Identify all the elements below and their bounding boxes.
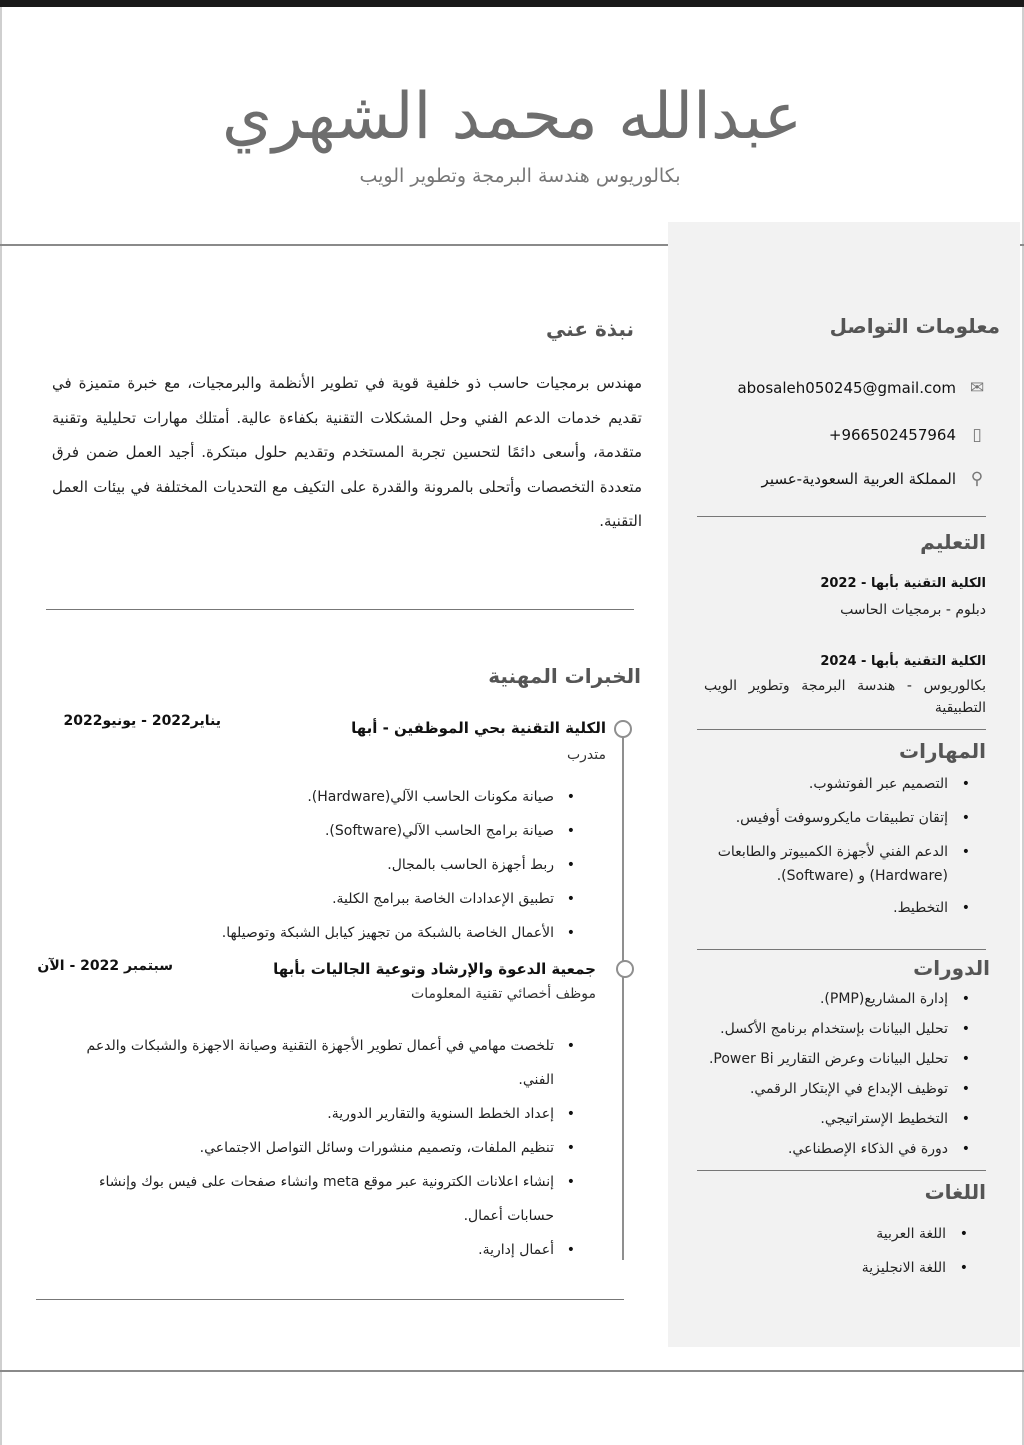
skill-item: • التخطيط. [678,898,978,918]
about-text: مهندس برمجيات حاسب ذو خلفية قوية في تطوير الأنظمة والبرمجيات، مع خبرة متميزة في تقديم خدمات الدعم الفني وحل المشكلات التقنية بكفاءة عالية. أمتلك مهارات تحليلية وتقنية متقدمة، وأسعى دائمًا لتحسين تجربة المستخدم وتقديم حلول مبتكرة. أجيد العمل ضمن فرق متعددة التخصصات وأتحلى بالمرونة والقدرة على التكيف مع التحديات المختلفة في بيئات العمل التقنية. [52,374,642,530]
education-degree: بكالوريوس - هندسة البرمجة وتطوير الويب التطبيقية [704,678,986,716]
course-item: • تحليل البيانات وعرض التقارير Power Bi. [673,1049,978,1069]
contact-phone[interactable]: +966502457964 [828,426,956,444]
languages-heading: اللغات [924,1180,986,1204]
about-heading: نبذة عني [545,317,634,341]
languages-list [776,1224,976,1278]
job-task-item: • إنشاء اعلانات الكترونية عبر موقع meta وانشاء صفحات على فيس بوك وإنشاء حسابات أعمال. [74,1165,584,1233]
timeline-marker [614,720,632,738]
sidebar-divider [697,1170,986,1171]
experience-timeline [622,730,624,1260]
job-task-item: • تنظيم الملفات، وتصميم منشورات وسائل التواصل الاجتماعي. [74,1131,584,1165]
sidebar-divider [697,516,986,517]
job-tasks-list [74,1029,584,1267]
course-item: • دورة في الذكاء الإصطناعي. [673,1139,978,1159]
job-task-item: • أعمال إدارية. [74,1233,584,1267]
job-task-item: • صيانة مكونات الحاسب الآلي(Hardware). [114,780,584,814]
candidate-name: عبدالله محمد الشهري [221,80,803,154]
experience-heading: الخبرات المهنية [488,664,641,688]
contact-email-row[interactable] [700,376,990,400]
contact-email[interactable]: abosaleh050245@gmail.com [737,379,956,397]
candidate-subtitle: بكالوريوس هندسة البرمجة وتطوير الويب [359,165,681,187]
contact-heading: معلومات التواصل [829,314,1000,338]
job-task-item: • تطبيق الإعدادات الخاصة ببرامج الكلية. [114,882,584,916]
courses-list [673,989,978,1159]
course-item: • توظيف الإبداع في الإبتكار الرقمي. [673,1079,978,1099]
job-task-item: • تلخصت مهامي في أعمال تطوير الأجهزة التقنية وصيانة الاجهزة والشبكات والدعم الفني. [74,1029,584,1097]
education-degree: دبلوم - برمجيات الحاسب [840,602,986,618]
language-item: • اللغة العربية [776,1224,976,1244]
phone-icon: ▯ [972,425,982,445]
contact-location-row [700,467,990,491]
about-divider [46,609,634,610]
footer-divider [0,1370,1024,1372]
job-tasks-list [114,780,584,950]
job-role: موظف أخصائي تقنية المعلومات [411,986,596,1002]
top-border-bar [0,0,1024,7]
job-task-item: • إعداد الخطط السنوية والتقارير الدورية. [74,1097,584,1131]
education-institution: الكلية التقنية بأبها - 2024 [820,654,986,669]
courses-heading: الدورات [913,956,990,980]
job-task-item: • ربط أجهزة الحاسب بالمجال. [114,848,584,882]
location-pin-icon: ⚲ [970,469,984,489]
left-page-border [0,7,2,1445]
contact-location: المملكة العربية السعودية-عسير [761,470,956,488]
skill-item: • إتقان تطبيقات مايكروسوفت أوفيس. [678,808,978,828]
skill-item: • الدعم الفني لأجهزة الكمبيوتر والطابعات (Hardware) و (Software). [678,840,978,888]
job-role: متدرب [566,747,606,763]
job-task-item: • صيانة برامج الحاسب الآلي(Software). [114,814,584,848]
education-heading: التعليم [920,530,986,554]
course-item: • إدارة المشاريع(PMP). [673,989,978,1009]
sidebar-divider [697,729,986,730]
course-item: • تحليل البيانات بإستخدام برنامج الأكسل. [673,1019,978,1039]
job-date: يناير2022 - يونيو2022 [63,713,221,729]
job-title: جمعية الدعوة والإرشاد وتوعية الجاليات بأبها [273,960,596,978]
timeline-marker [616,960,634,978]
skills-list [678,774,978,918]
job-date: سبتمبر 2022 - الآن [37,958,173,974]
skill-item: • التصميم عبر الفوتشوب. [678,774,978,794]
language-item: • اللغة الانجليزية [776,1258,976,1278]
course-item: • التخطيط الإستراتيجي. [673,1109,978,1129]
contact-phone-row[interactable] [700,423,990,447]
sidebar-divider [697,949,986,950]
experience-divider [36,1299,624,1300]
skills-heading: المهارات [899,739,986,763]
job-task-item: • الأعمال الخاصة بالشبكة من تجهيز كيابل الشبكة وتوصيلها. [114,916,584,950]
education-institution: الكلية التقنية بأبها - 2022 [820,576,986,591]
job-title: الكلية التقنية بحي الموظفين - أبها [351,719,606,737]
envelope-icon: ✉ [969,378,985,398]
